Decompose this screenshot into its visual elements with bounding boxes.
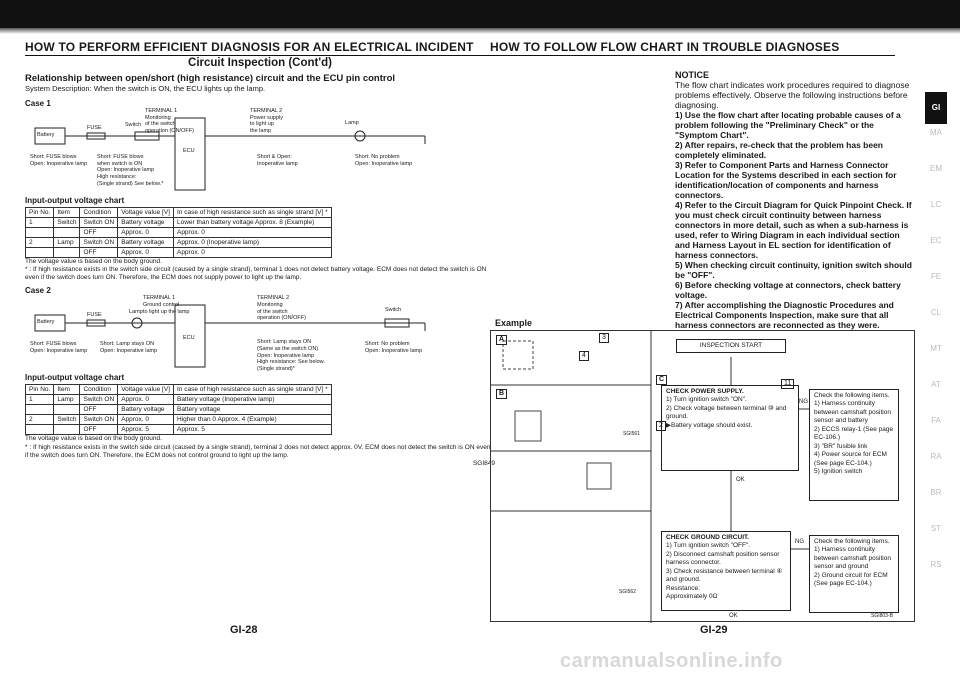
table-row: [26, 395, 332, 405]
table-row: [26, 425, 332, 435]
table-cell: Switch ON: [80, 238, 118, 248]
case2-note2: Short: Lamp stays ON Open: Inoperative lamp: [100, 341, 158, 354]
table-header: Pin No.: [26, 208, 54, 218]
terminal1-label: TERMINAL 1 Monitoring of the switch operation (ON/OFF): [145, 108, 194, 134]
switch-label: Switch: [125, 122, 142, 128]
tab-ra[interactable]: RA: [930, 452, 942, 461]
table-cell: Lamp: [54, 238, 80, 248]
table-cell: Battery voltage: [118, 238, 174, 248]
list-item: 3) Refer to Component Parts and Harness Connector Location for the Systems described in each section for identification/location of components and harness connectors.: [675, 160, 897, 201]
tab-fa[interactable]: FA: [931, 416, 941, 425]
table-header: Voltage value [V]: [118, 208, 174, 218]
lamp-label: Lamp: [129, 309, 143, 316]
marker-3: 3: [599, 333, 609, 343]
switch-label: Switch: [385, 307, 402, 314]
case1-footnote1: The voltage value is based on the body ground.: [25, 258, 162, 265]
table-header: Condition: [80, 208, 118, 218]
table-cell: Battery voltage: [173, 405, 331, 415]
table-cell: Lower than battery voltage Approx. 8 (Example): [173, 218, 331, 228]
case2-note4: Short: No problem Open: Inoperative lamp: [365, 341, 423, 354]
case1-footnote2: * : If high resistance exists in the switch side circuit (caused by a single strand), terminal 1 does not detect battery voltage. ECM does not detect the switch is ON even if the switch does turn ON. Therefore, the ECM does not supply power to light up the lamp.: [25, 266, 487, 282]
case1-circuit-diagram: [25, 108, 495, 196]
list-item: 5) When checking circuit continuity, ignition switch should be "OFF".: [675, 260, 912, 281]
case2-footnote1: The voltage value is based on the body ground.: [25, 435, 162, 443]
table-cell: Approx. 0: [118, 248, 174, 258]
ok-label: OK: [736, 477, 745, 483]
case1-note2: Short: FUSE blows when switch is ON Open: Inoperative lamp: [97, 154, 155, 174]
ng-label-2: NG: [795, 539, 804, 545]
table-cell: [54, 425, 80, 435]
table-cell: Switch: [54, 415, 80, 425]
table-cell: Approx. 0: [118, 395, 174, 405]
case1-label: Case 1: [25, 99, 51, 108]
table-cell: Battery voltage: [118, 218, 174, 228]
marker-11: 11: [781, 379, 794, 389]
tab-ec[interactable]: EC: [930, 236, 942, 245]
page-gi-29: [490, 40, 935, 640]
table-header-row: [26, 208, 332, 218]
notice-section: [675, 70, 915, 330]
table-cell: Approx. 0: [173, 228, 331, 238]
marker-b: B: [496, 389, 507, 399]
table-cell: 1: [26, 395, 54, 405]
notice-title: NOTICE: [675, 70, 710, 80]
case2-circuit-diagram: [25, 295, 495, 373]
figure-code-1: SGI561: [623, 431, 640, 437]
table-row: [26, 238, 332, 248]
page-header: HOW TO PERFORM EFFICIENT DIAGNOSIS FOR AN ELECTRICAL INCIDENT: [25, 40, 495, 56]
case1-note1: Short: FUSE blows Open: Inoperative lamp: [30, 154, 88, 167]
case1-note3: High resistance: (Single strand) See below.*: [97, 174, 164, 187]
table-cell: Battery voltage: [118, 405, 174, 415]
table-cell: Approx. 0: [118, 415, 174, 425]
fuse-label: FUSE: [87, 125, 102, 131]
table-row: [26, 248, 332, 258]
notice-list: [675, 110, 915, 330]
table-row: [26, 228, 332, 238]
figure-code-3: SGI803-B: [871, 613, 893, 619]
case1-wiring-svg: [25, 108, 465, 196]
figure-code: SGI849: [472, 459, 495, 467]
table-cell: Lamp: [54, 395, 80, 405]
case1-note5: Short: No problem Open: Inoperative lamp: [355, 154, 413, 167]
tab-ma[interactable]: MA: [930, 128, 942, 137]
terminal1-label: TERMINAL 1 Ground control to light up the lamp: [143, 295, 190, 315]
table-row: [26, 415, 332, 425]
table-cell: OFF: [80, 248, 118, 258]
marker-4: 4: [579, 351, 589, 361]
list-item: 2) After repairs, re-check that the problem has been completely eliminated.: [675, 140, 883, 161]
table-cell: OFF: [80, 405, 118, 415]
table-cell: 2: [26, 238, 54, 248]
section-tabs: [925, 92, 947, 596]
tab-fe[interactable]: FE: [930, 272, 942, 281]
flow-step-power: CHECK POWER SUPPLY. 1) Turn ignition switch "ON". 2) Check voltage between terminal ⑩ and ground. ▶Battery voltage should exist.: [661, 385, 799, 471]
table-header: Condition: [80, 385, 118, 395]
ok-label-2: OK: [729, 613, 738, 619]
page-header: HOW TO FOLLOW FLOW CHART IN TROUBLE DIAGNOSES: [490, 40, 895, 56]
section-title: Relationship between open/short (high resistance) circuit and the ECU pin control: [25, 73, 396, 84]
tab-rs[interactable]: RS: [930, 560, 942, 569]
table-cell: Approx. 5: [118, 425, 174, 435]
table-cell: [26, 228, 54, 238]
tab-br[interactable]: BR: [930, 488, 942, 497]
marker-c: C: [656, 375, 667, 385]
terminal2-label: TERMINAL 2 Power supply to light up the lamp: [250, 108, 284, 134]
system-description: System Description: When the switch is ON, the ECU lights up the lamp.: [25, 84, 266, 93]
flow-ng-check-ground: Check the following items. 1) Harness continuity between camshaft position sensor and ground 2) Ground circuit for ECM (See page EC-104.): [809, 535, 899, 613]
table-header: Voltage value [V]: [118, 385, 174, 395]
page-number: GI-29: [700, 624, 728, 636]
tab-at[interactable]: AT: [931, 380, 941, 389]
table-header-row: [26, 385, 332, 395]
table-cell: Switch ON: [80, 218, 118, 228]
case2-note3: Short: Lamp stays ON (Same as the switch ON) Open: Inoperative lamp: [257, 339, 319, 359]
tab-mt[interactable]: MT: [930, 344, 942, 353]
page-number: GI-28: [230, 624, 258, 636]
marker-a: A: [496, 335, 507, 345]
figure-code-2: SGI562: [619, 589, 636, 595]
list-item: 4) Refer to the Circuit Diagram for Quick Pinpoint Check. If you must check circuit continuity between harness connectors in more detail, such as when a sub-harness is used, refer to Wiring Diagram in each individual section and Harness Layout in EL section for identification of harness connectors.: [675, 200, 912, 261]
fuse-label: FUSE: [87, 312, 102, 319]
case1-note4: Short & Open: Inoperative lamp: [257, 154, 298, 167]
table-cell: Battery voltage (Inoperative lamp): [173, 395, 331, 405]
marker-2: 2: [656, 421, 666, 431]
table-header: In case of high resistance such as single strand [V] *: [173, 208, 331, 218]
table-cell: Switch ON: [80, 395, 118, 405]
case2-chart-title: Input-output voltage chart: [25, 373, 125, 383]
table-cell: [26, 405, 54, 415]
case2-note5: High resistance: See below. (Single strand)*: [257, 359, 325, 372]
page-gi-28: [25, 40, 495, 640]
flowchart-example: [490, 330, 915, 622]
tab-lc[interactable]: LC: [930, 200, 942, 209]
battery-label: Battery: [37, 132, 55, 138]
flow-ng-check-power: Check the following items. 1) Harness continuity between camshaft position sensor and battery 2) ECCS relay-1 (See page EC-106.) 3) "BR" fusible link 4) Power source for ECM (See page EC-104.) 5) Ignition switch: [809, 389, 899, 501]
case2-note1: Short: FUSE blows Open: Inoperative lamp: [30, 341, 88, 354]
ng-label: NG: [799, 399, 808, 405]
ecu-label: ECU: [183, 148, 195, 154]
battery-label: Battery: [37, 319, 55, 326]
table-cell: [26, 425, 54, 435]
case2-io-table: [25, 384, 332, 435]
table-cell: Higher than 0 Approx. 4 (Example): [173, 415, 331, 425]
table-cell: OFF: [80, 425, 118, 435]
table-cell: OFF: [80, 228, 118, 238]
tab-cl[interactable]: CL: [930, 308, 942, 317]
table-cell: [54, 405, 80, 415]
table-header: Item: [54, 208, 80, 218]
page-subheader: Circuit Inspection (Cont'd): [188, 57, 332, 69]
case2-footnote2: * : If high resistance exists in the switch side circuit (caused by a single strand), terminal 2 does not detect approx. 0V. ECM does not detect the switch is ON even if the switch does turn ON. Therefore, the ECM does not control ground to light up the lamp.: [25, 443, 491, 459]
case2-label: Case 2: [25, 286, 51, 296]
table-cell: Switch: [54, 218, 80, 228]
table-cell: [54, 248, 80, 258]
table-cell: 2: [26, 415, 54, 425]
lamp-label: Lamp: [345, 120, 359, 126]
table-cell: Approx. 0: [173, 248, 331, 258]
table-cell: 1: [26, 218, 54, 228]
watermark: carmanualsonline.info: [560, 650, 783, 672]
terminal2-label: TERMINAL 2 Monitoring of the switch operation (ON/OFF): [257, 295, 306, 322]
list-item: 6) Before checking voltage at connectors, check battery voltage.: [675, 280, 901, 301]
table-row: [26, 218, 332, 228]
table-cell: Approx. 0 (Inoperative lamp): [173, 238, 331, 248]
case1-io-table: [25, 207, 332, 258]
table-header: In case of high resistance such as single strand [V] *: [173, 385, 331, 395]
tab-st[interactable]: ST: [930, 524, 942, 533]
inspection-start: INSPECTION START: [676, 339, 786, 353]
table-cell: Switch ON: [80, 415, 118, 425]
list-item: 7) After accomplishing the Diagnostic Procedures and Electrical Components Inspection, make sure that all harness connectors are reconnected as they were.: [675, 300, 894, 331]
table-header: Pin No.: [26, 385, 54, 395]
table-row: [26, 405, 332, 415]
tab-gi[interactable]: GI: [925, 92, 947, 124]
ecu-label: ECU: [183, 335, 195, 342]
table-cell: Approx. 0: [118, 228, 174, 238]
table-cell: [26, 248, 54, 258]
table-cell: Approx. 5: [173, 425, 331, 435]
list-item: 1) Use the flow chart after locating probable causes of a problem following the "Preliminary Check" or the "Symptom Chart".: [675, 110, 901, 141]
notice-body: The flow chart indicates work procedures required to diagnose problems effectively. Observe the following instructions before diagnosing.: [675, 80, 910, 111]
tab-em[interactable]: EM: [930, 164, 942, 173]
flow-step-ground: CHECK GROUND CIRCUIT. 1) Turn ignition switch "OFF". 2) Disconnect camshaft position sensor harness connector. 3) Check resistance between terminal ④ and ground. Resistance: Approximately 0Ω: [661, 531, 791, 611]
scan-top-border: [0, 0, 960, 28]
table-cell: [54, 228, 80, 238]
case1-chart-title: Input-output voltage chart: [25, 196, 125, 205]
table-header: Item: [54, 385, 80, 395]
example-label: Example: [495, 318, 533, 328]
